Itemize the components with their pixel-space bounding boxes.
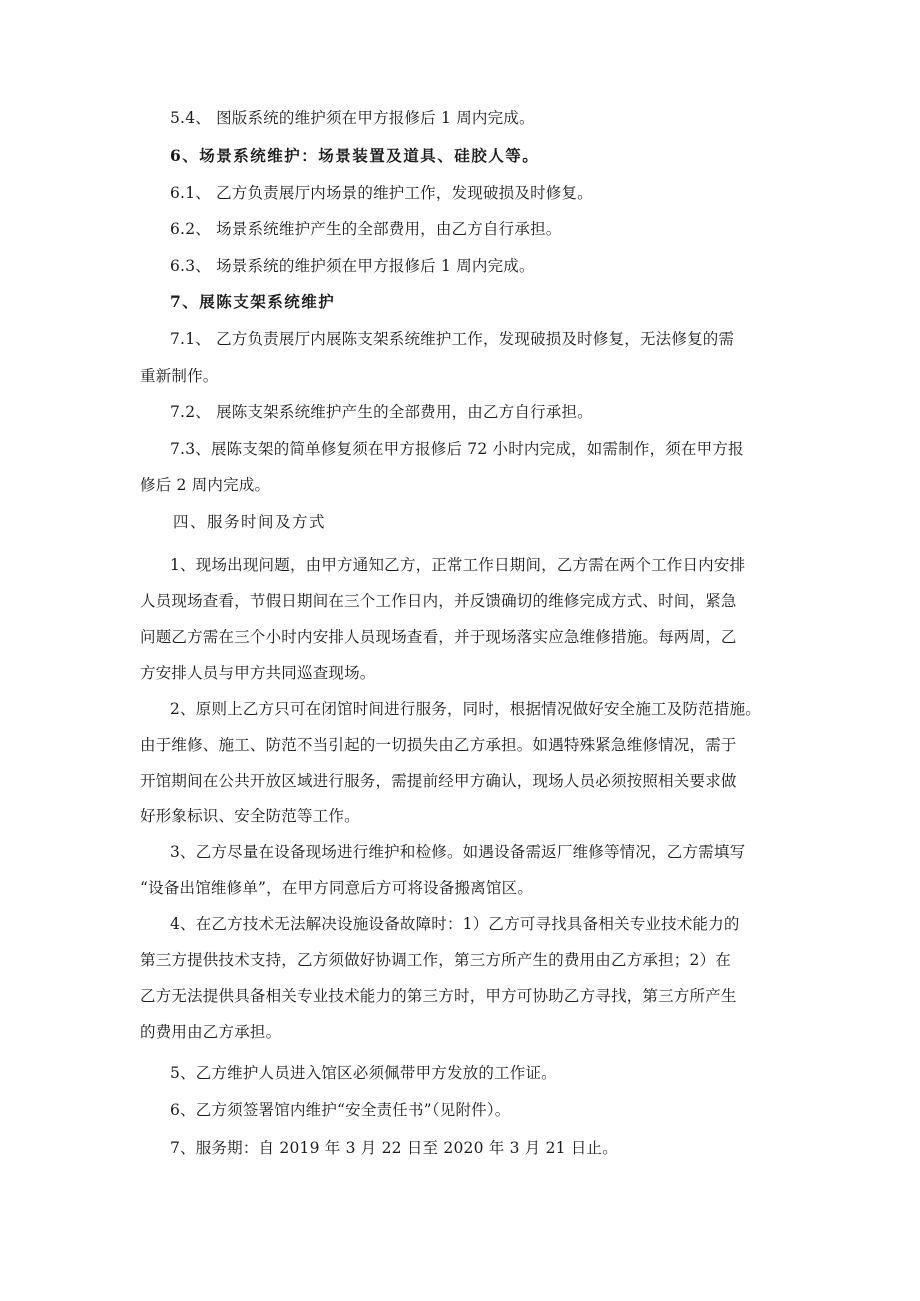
paragraph-5: 5、乙方维护人员进入馆区必须佩带甲方发放的工作证。	[170, 1064, 557, 1082]
clause-7-3-line-1: 7.3、展陈支架的简单修复须在甲方报修后 72 小时内完成，如需制作，须在甲方报	[170, 440, 744, 458]
paragraph-1-line-4: 方安排人员与甲方共同巡查现场。	[140, 664, 376, 682]
clause-7-1-line-2: 重新制作。	[140, 367, 219, 385]
paragraph-3-line-2: “设备出馆维修单”，在甲方同意后方可将设备搬离馆区。	[140, 879, 534, 897]
paragraph-4-line-2: 第三方提供技术支持，乙方须做好协调工作，第三方所产生的费用由乙方承担；2）在	[140, 951, 731, 969]
paragraph-2-line-4: 好形象标识、安全防范等工作。	[140, 807, 360, 825]
heading-display-stand-system: 7、展陈支架系统维护	[170, 292, 336, 311]
paragraph-7: 7、服务期：自 2019 年 3 月 22 日至 2020 年 3 月 21 日止。	[170, 1139, 618, 1157]
clause-5-4: 5.4、 图版系统的维护须在甲方报修后 1 周内完成。	[170, 109, 535, 127]
paragraph-1-line-2: 人员现场查看，节假日期间在三个工作日内，并反馈确切的维修完成方式、时间，紧急	[140, 592, 737, 610]
paragraph-1-line-3: 问题乙方需在三个小时内安排人员现场查看，并于现场落实应急维修措施。每两周，乙	[140, 628, 737, 646]
paragraph-1-line-1: 1、现场出现问题，由甲方通知乙方，正常工作日期间，乙方需在两个工作日内安排	[170, 556, 746, 574]
paragraph-4-line-3: 乙方无法提供具备相关专业技术能力的第三方时，甲方可协助乙方寻找，第三方所产生	[140, 987, 737, 1005]
clause-7-1-line-1: 7.1、 乙方负责展厅内展陈支架系统维护工作，发现破损及时修复，无法修复的需	[170, 330, 735, 348]
clause-6-1: 6.1、 乙方负责展厅内场景的维护工作，发现破损及时修复。	[170, 184, 593, 202]
clause-6-2: 6.2、 场景系统维护产生的全部费用，由乙方自行承担。	[170, 220, 562, 238]
clause-7-3-line-2: 修后 2 周内完成。	[140, 476, 271, 494]
paragraph-3-line-1: 3、乙方尽量在设备现场进行维护和检修。如遇设备需返厂维修等情况，乙方需填写	[170, 843, 746, 861]
paragraph-2-line-1: 2、原则上乙方只可在闭馆时间进行服务，同时，根据情况做好安全施工及防范措施。	[170, 700, 761, 718]
clause-6-3: 6.3、 场景系统的维护须在甲方报修后 1 周内完成。	[170, 257, 535, 275]
paragraph-4-line-1: 4、在乙方技术无法解决设施设备故障时：1）乙方可寻找具备相关专业技术能力的	[170, 915, 740, 933]
paragraph-2-line-3: 开馆期间在公共开放区域进行服务，需提前经甲方确认，现场人员必须按照相关要求做	[140, 772, 737, 790]
paragraph-4-line-4: 的费用由乙方承担。	[140, 1023, 282, 1041]
clause-7-2: 7.2、 展陈支架系统维护产生的全部费用，由乙方自行承担。	[170, 403, 593, 421]
section-heading-service-time: 四、服务时间及方式	[173, 513, 327, 531]
heading-scene-system: 6、场景系统维护：场景装置及道具、硅胶人等。	[170, 146, 540, 165]
paragraph-6: 6、乙方须签署馆内维护“安全责任书”（见附件）。	[170, 1101, 511, 1119]
paragraph-2-line-2: 由于维修、施工、防范不当引起的一切损失由乙方承担。如遇特殊紧急维修情况，需于	[140, 736, 737, 754]
